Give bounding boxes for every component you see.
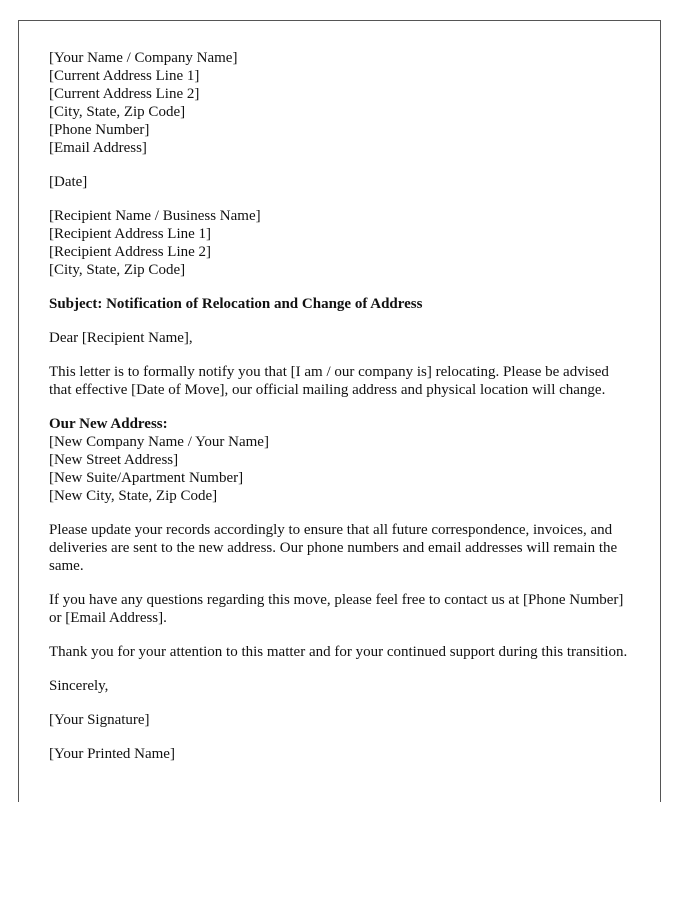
letter-body xyxy=(49,49,634,779)
sender-name: [Your Name / Company Name] xyxy=(49,50,238,66)
new-address-street: [New Street Address] xyxy=(49,452,179,468)
recipient-city-state-zip: [City, State, Zip Code] xyxy=(49,262,186,278)
signature-placeholder: [Your Signature] xyxy=(49,712,150,728)
recipient-block xyxy=(49,207,634,279)
body-paragraph-1: This letter is to formally notify you that [I am / our company is] relocating. Please be advised that effective [Date of Move], our official mailing address and physical location will change. xyxy=(49,364,609,398)
sender-email: [Email Address] xyxy=(49,140,147,156)
recipient-address-line-2: [Recipient Address Line 2] xyxy=(49,244,212,260)
sender-city-state-zip: [City, State, Zip Code] xyxy=(49,104,186,120)
body-paragraph-2: Please update your records accordingly to ensure that all future correspondence, invoices, and deliveries are sent to the new address. Our phone numbers and email addresses will remain the same. xyxy=(49,522,618,574)
body-paragraph-4: Thank you for your attention to this matter and for your continued support during this transition. xyxy=(49,644,628,660)
sender-phone: [Phone Number] xyxy=(49,122,150,138)
new-address-name: [New Company Name / Your Name] xyxy=(49,434,269,450)
recipient-name: [Recipient Name / Business Name] xyxy=(49,208,261,224)
letter-page xyxy=(18,20,661,802)
body-paragraph-3: If you have any questions regarding this move, please feel free to contact us at [Phone Number] or [Email Address]. xyxy=(49,592,624,626)
printed-name: [Your Printed Name] xyxy=(49,746,175,762)
new-address-city-state-zip: [New City, State, Zip Code] xyxy=(49,488,218,504)
sender-address-line-1: [Current Address Line 1] xyxy=(49,68,200,84)
new-address-block xyxy=(49,415,634,505)
recipient-address-line-1: [Recipient Address Line 1] xyxy=(49,226,212,242)
salutation: Dear [Recipient Name], xyxy=(49,330,193,346)
new-address-heading: Our New Address: xyxy=(49,416,168,432)
subject-line: Subject: Notification of Relocation and Change of Address xyxy=(49,296,423,312)
closing: Sincerely, xyxy=(49,678,109,694)
sender-block xyxy=(49,49,634,157)
sender-address-line-2: [Current Address Line 2] xyxy=(49,86,200,102)
new-address-suite: [New Suite/Apartment Number] xyxy=(49,470,244,486)
letter-date: [Date] xyxy=(49,174,88,190)
